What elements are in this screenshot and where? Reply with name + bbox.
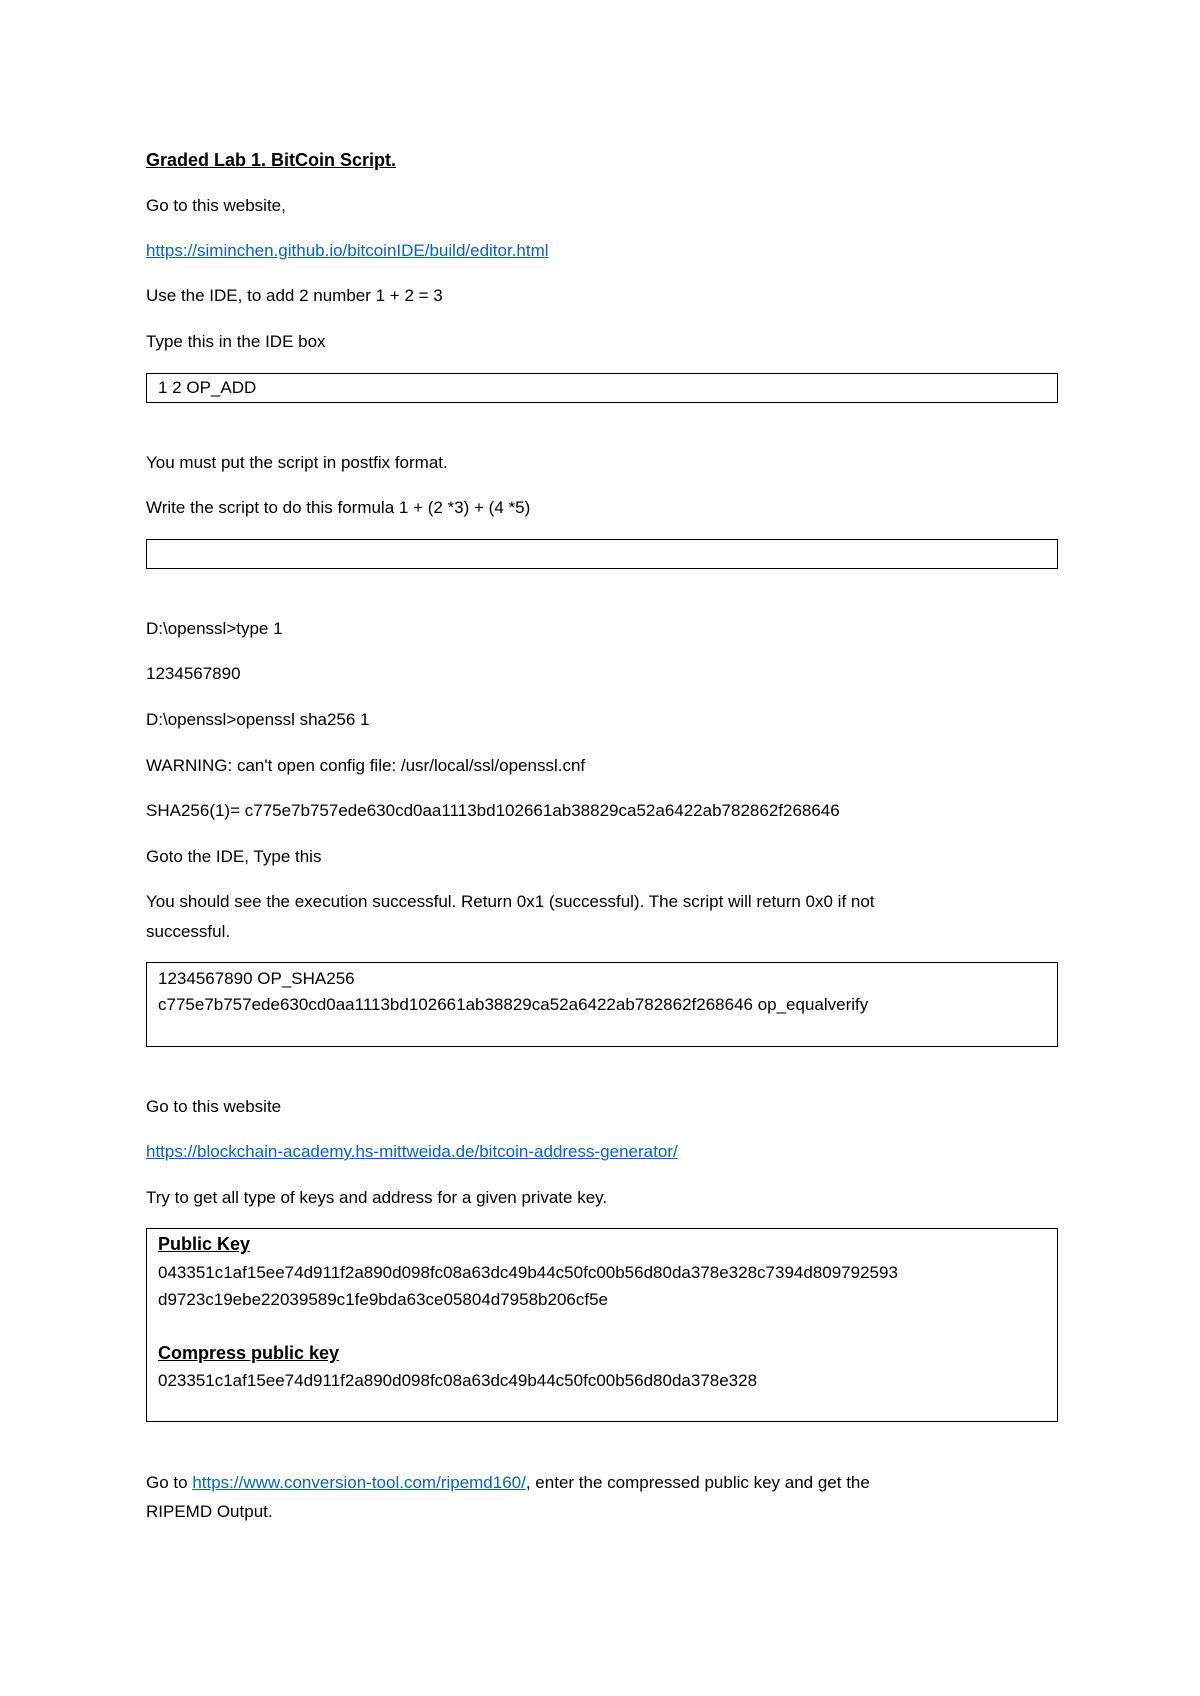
- script-box-formula[interactable]: [146, 539, 1058, 569]
- ripemd-link[interactable]: https://www.conversion-tool.com/ripemd160/: [192, 1473, 526, 1492]
- instruction-text: Go to: [146, 1473, 193, 1492]
- public-key-value: d9723c19ebe22039589c1fe9bda63ce05804d7958b206cf5e: [158, 1290, 608, 1309]
- instruction-text: Use the IDE, to add 2 number 1 + 2 = 3: [146, 286, 443, 305]
- instruction-text: , enter the compressed public key and get the: [525, 1473, 870, 1492]
- instruction-text: Try to get all type of keys and address for a given private key.: [146, 1188, 608, 1207]
- instruction-text: Go to this website: [146, 1097, 282, 1116]
- command-text: D:\openssl>openssl sha256 1: [146, 710, 370, 729]
- command-output: 1234567890: [146, 664, 241, 683]
- instruction-line: [146, 1473, 870, 1493]
- public-key-label: Public Key: [158, 1234, 251, 1254]
- command-text: D:\openssl>type 1: [146, 619, 283, 638]
- script-box-add: [146, 373, 1058, 403]
- instruction-text: Go to this website,: [146, 196, 286, 215]
- script-text: 1 2 OP_ADD: [158, 378, 257, 397]
- sha256-output: SHA256(1)= c775e7b757ede630cd0aa1113bd102661ab38829ca52a6422ab782862f268646: [146, 801, 840, 820]
- page-title: Graded Lab 1. BitCoin Script.: [146, 150, 397, 170]
- warning-text: WARNING: can't open config file: /usr/local/ssl/openssl.cnf: [146, 756, 586, 775]
- instruction-text: Goto the IDE, Type this: [146, 847, 322, 866]
- instruction-text: successful.: [146, 922, 231, 941]
- compress-public-key-value: 023351c1af15ee74d911f2a890d098fc08a63dc49b44c50fc00b56d80da378e328: [158, 1371, 758, 1390]
- ide-link[interactable]: https://siminchen.github.io/bitcoinIDE/build/editor.html: [146, 241, 549, 260]
- keys-box: [146, 1228, 1058, 1422]
- script-text: 1234567890 OP_SHA256: [158, 969, 355, 988]
- instruction-text: Type this in the IDE box: [146, 332, 326, 351]
- instruction-text: Write the script to do this formula 1 + (2 *3) + (4 *5): [146, 498, 531, 517]
- public-key-value: 043351c1af15ee74d911f2a890d098fc08a63dc49b44c50fc00b56d80da378e328c7394d809792593: [158, 1263, 898, 1282]
- address-generator-link[interactable]: https://blockchain-academy.hs-mittweida.de/bitcoin-address-generator/: [146, 1142, 678, 1161]
- instruction-text: You must put the script in postfix format.: [146, 453, 448, 472]
- instruction-text: RIPEMD Output.: [146, 1502, 273, 1521]
- compress-public-key-label: Compress public key: [158, 1343, 340, 1363]
- instruction-text: You should see the execution successful. Return 0x1 (successful). The script will return 0x0 if not: [146, 892, 875, 911]
- script-text: c775e7b757ede630cd0aa1113bd102661ab38829ca52a6422ab782862f268646 op_equalverify: [158, 995, 869, 1014]
- script-box-sha256: [146, 962, 1058, 1047]
